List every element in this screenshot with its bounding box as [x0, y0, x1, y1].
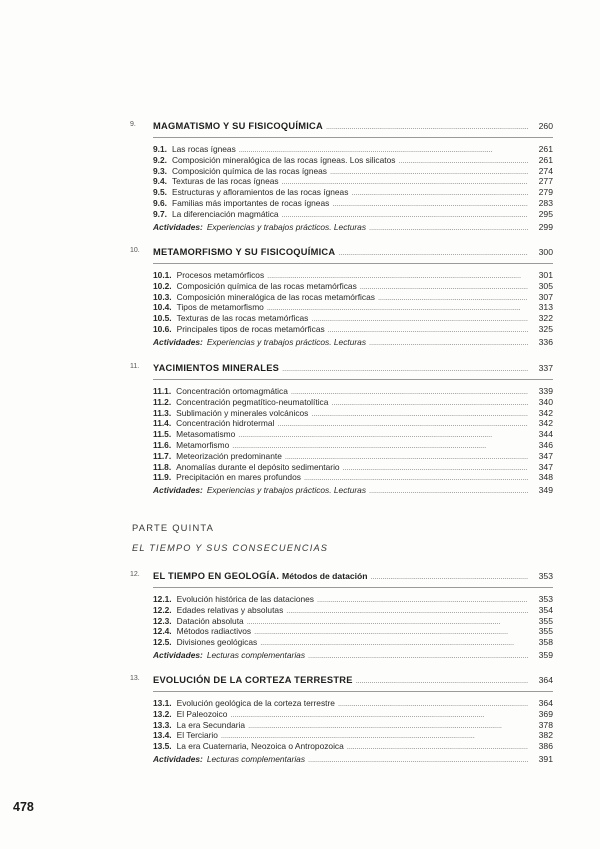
section-page: 313 — [538, 302, 553, 313]
leader-dots — [247, 617, 528, 626]
leader-dots — [248, 721, 528, 730]
section-number: 10.2. — [153, 280, 172, 291]
section-entry — [153, 408, 553, 419]
page-number: 478 — [13, 800, 34, 814]
section-number: 10.6. — [153, 323, 172, 334]
section-entry — [153, 270, 553, 281]
chapter-rule — [153, 137, 553, 138]
chapter-page: 353 — [538, 571, 553, 581]
chapter-11 — [130, 363, 553, 496]
section-page: 283 — [538, 197, 553, 208]
section-title: Anomalías durante el depósito sedimentario — [176, 461, 340, 472]
activities-text: Lecturas complementarias — [206, 649, 306, 660]
leader-dots — [369, 223, 528, 232]
section-entry — [153, 324, 553, 335]
leader-dots — [308, 651, 528, 660]
section-page: 339 — [538, 386, 553, 396]
chapter-page: 364 — [538, 675, 553, 685]
section-number: 10.4. — [153, 302, 172, 313]
leader-dots — [267, 271, 528, 280]
activities-entry — [153, 222, 553, 233]
section-number: 11.3. — [153, 407, 172, 418]
section-number: 9.2. — [153, 154, 167, 165]
leader-dots — [277, 419, 528, 428]
leader-dots — [338, 699, 528, 708]
section-page: 325 — [538, 323, 553, 334]
section-title: Las rocas ígneas — [171, 144, 236, 154]
section-number: 12.1. — [153, 594, 172, 604]
section-entry — [153, 637, 553, 648]
section-entry — [153, 187, 553, 198]
section-title: Metamorfismo — [176, 439, 230, 450]
leader-dots — [260, 638, 528, 647]
section-entry — [153, 209, 553, 220]
section-number: 12.2. — [153, 604, 172, 615]
section-number: 11.5. — [153, 429, 172, 440]
section-page: 305 — [538, 280, 553, 291]
section-entry — [153, 451, 553, 462]
leader-dots — [369, 338, 528, 347]
activities-text: Experiencias y trabajos prácticos. Lecturas — [206, 221, 367, 232]
chapter-heading — [130, 571, 553, 585]
section-title: La era Secundaria — [176, 719, 246, 730]
section-page: 277 — [538, 176, 553, 187]
leader-dots — [286, 606, 528, 615]
leader-dots — [282, 364, 528, 373]
section-title: Composición química de las rocas metamórficas — [176, 280, 357, 291]
leader-dots — [332, 199, 528, 208]
leader-dots — [232, 441, 528, 450]
section-entry — [153, 720, 553, 731]
part-label: PARTE QUINTA — [132, 522, 215, 533]
section-title: Tipos de metamorfismo — [176, 302, 264, 313]
section-title: Principales tipos de rocas metamórficas — [176, 323, 325, 334]
section-page: 295 — [538, 208, 553, 219]
section-entry — [153, 594, 553, 605]
section-entry — [153, 472, 553, 483]
section-title: Estructuras y afloramientos de las rocas ígneas — [171, 187, 349, 198]
activities-page: 349 — [538, 485, 553, 496]
leader-dots — [378, 293, 528, 302]
chapter-rule — [153, 263, 553, 264]
chapter-title: EL TIEMPO EN GEOLOGÍA. Métodos de datación — [153, 571, 368, 581]
section-page: 347 — [538, 450, 553, 461]
section-title: Sublimación y minerales volcánicos — [176, 407, 309, 418]
section-title: Composición química de las rocas ígneas — [171, 165, 327, 176]
chapter-10 — [130, 247, 553, 348]
section-number: 9.3. — [153, 165, 167, 176]
section-entry — [153, 605, 553, 616]
chapter-rule — [153, 379, 553, 380]
section-number: 11.7. — [153, 450, 172, 461]
section-entry — [153, 176, 553, 187]
section-number: 11.2. — [153, 396, 172, 407]
section-number: 9.5. — [153, 187, 167, 198]
section-list — [133, 144, 553, 232]
leader-dots — [311, 314, 528, 323]
section-number: 9.4. — [153, 176, 167, 187]
chapter-page: 337 — [538, 363, 553, 373]
leader-dots — [331, 398, 528, 407]
leader-dots — [330, 167, 528, 176]
section-page: 307 — [538, 291, 553, 302]
section-page: 279 — [538, 187, 553, 198]
section-title: Edades relativas y absolutas — [176, 604, 284, 615]
leader-dots — [338, 248, 528, 257]
activities-entry — [153, 337, 553, 348]
section-number: 9.1. — [153, 144, 167, 154]
section-list — [133, 594, 553, 661]
section-page: 347 — [538, 461, 553, 472]
chapter-rule — [153, 691, 553, 692]
activities-entry — [153, 485, 553, 496]
leader-dots — [282, 177, 528, 186]
section-page: 342 — [538, 407, 553, 418]
chapter-title: METAMORFISMO Y SU FISICOQUÍMICA — [153, 247, 336, 257]
section-number: 10.1. — [153, 270, 172, 280]
leader-dots — [328, 325, 528, 334]
leader-dots — [254, 627, 528, 636]
section-number: 9.7. — [153, 208, 167, 219]
section-page: 358 — [538, 637, 553, 648]
section-page: 364 — [538, 698, 553, 708]
leader-dots — [317, 595, 528, 604]
leader-dots — [311, 409, 528, 418]
chapter-9 — [130, 121, 553, 232]
activities-label: Actividades: — [153, 485, 203, 496]
section-title: Evolución geológica de la corteza terrestre — [176, 698, 335, 708]
chapter-page: 300 — [538, 247, 553, 257]
section-entry — [153, 155, 553, 166]
section-page: 340 — [538, 396, 553, 407]
section-page: 378 — [538, 719, 553, 730]
section-entry — [153, 313, 553, 324]
section-page: 342 — [538, 418, 553, 429]
section-page: 355 — [538, 615, 553, 626]
section-page: 346 — [538, 439, 553, 450]
section-entry — [153, 281, 553, 292]
leader-dots — [304, 473, 528, 482]
section-page: 355 — [538, 626, 553, 637]
chapter-number: 9. — [130, 121, 136, 128]
section-number: 11.4. — [153, 418, 172, 429]
chapter-number: 12. — [130, 571, 140, 578]
section-list — [133, 698, 553, 765]
leader-dots — [230, 710, 528, 719]
activities-text: Experiencias y trabajos prácticos. Lecturas — [206, 336, 367, 347]
leader-dots — [238, 430, 528, 439]
section-page: 261 — [538, 154, 553, 165]
chapter-page: 260 — [538, 121, 553, 131]
section-page: 382 — [538, 730, 553, 741]
section-entry — [153, 440, 553, 451]
leader-dots — [371, 572, 528, 581]
section-number: 12.5. — [153, 637, 172, 648]
chapter-12 — [130, 571, 553, 661]
section-entry — [153, 292, 553, 303]
section-title: El Terciario — [176, 730, 218, 741]
section-number: 10.3. — [153, 291, 172, 302]
section-number: 9.6. — [153, 197, 167, 208]
leader-dots — [351, 188, 528, 197]
activities-label: Actividades: — [153, 649, 203, 660]
activities-text: Lecturas complementarias — [206, 753, 306, 764]
section-number: 13.5. — [153, 741, 172, 752]
section-title: Concentración ortomagmática — [176, 386, 288, 396]
section-title: Métodos radiactivos — [176, 626, 252, 637]
section-entry — [153, 144, 553, 155]
section-entry — [153, 429, 553, 440]
section-title: Composición mineralógica de las rocas metamórficas — [176, 291, 375, 302]
section-title: Texturas de las rocas metamórficas — [176, 313, 309, 324]
section-page: 322 — [538, 313, 553, 324]
section-number: 12.3. — [153, 615, 172, 626]
chapter-number: 13. — [130, 675, 140, 682]
chapter-title: YACIMIENTOS MINERALES — [153, 363, 280, 373]
leader-dots — [239, 145, 528, 154]
leader-dots — [343, 463, 528, 472]
section-entry — [153, 741, 553, 752]
section-page: 344 — [538, 429, 553, 440]
section-title: El Paleozoico — [176, 708, 228, 719]
section-number: 13.1. — [153, 698, 172, 708]
section-title: Divisiones geológicas — [176, 637, 258, 648]
section-title: La diferenciación magmática — [171, 208, 279, 219]
section-page: 386 — [538, 741, 553, 752]
section-entry — [153, 462, 553, 473]
section-page: 369 — [538, 708, 553, 719]
section-number: 11.8. — [153, 461, 172, 472]
activities-entry — [153, 650, 553, 661]
leader-dots — [326, 122, 528, 131]
leader-dots — [308, 755, 528, 764]
chapter-title: MAGMATISMO Y SU FISICOQUÍMICA — [153, 121, 323, 131]
chapter-number: 11. — [130, 363, 140, 370]
activities-label: Actividades: — [153, 221, 203, 232]
leader-dots — [221, 731, 528, 740]
section-title: Texturas de las rocas ígneas — [171, 176, 279, 187]
chapter-rule — [153, 587, 553, 588]
section-entry — [153, 418, 553, 429]
section-title: Datación absoluta — [176, 615, 244, 626]
activities-text: Experiencias y trabajos prácticos. Lecturas — [206, 485, 367, 496]
chapter-13 — [130, 675, 553, 765]
section-list — [133, 386, 553, 496]
section-number: 10.5. — [153, 313, 172, 324]
leader-dots — [291, 387, 528, 396]
chapter-number: 10. — [130, 247, 140, 254]
leader-dots — [360, 282, 528, 291]
leader-dots — [347, 742, 528, 751]
section-entry — [153, 302, 553, 313]
chapter-heading — [130, 363, 553, 377]
section-title: Concentración hidrotermal — [176, 418, 275, 429]
section-number: 13.2. — [153, 708, 172, 719]
leader-dots — [398, 156, 528, 165]
section-entry — [153, 397, 553, 408]
section-title: Familias más importantes de rocas ígneas — [171, 197, 330, 208]
section-list — [133, 270, 553, 348]
activities-page: 391 — [538, 753, 553, 764]
section-title: Composición mineralógica de las rocas ígneas. Los silicatos — [171, 154, 396, 165]
section-title: Evolución histórica de las dataciones — [176, 594, 314, 604]
section-entry — [153, 198, 553, 209]
chapter-heading — [130, 675, 553, 689]
section-page: 354 — [538, 604, 553, 615]
activities-label: Actividades: — [153, 336, 203, 347]
section-number: 13.3. — [153, 719, 172, 730]
activities-page: 299 — [538, 221, 553, 232]
part-title: EL TIEMPO Y SUS CONSECUENCIAS — [132, 543, 329, 553]
section-entry — [153, 616, 553, 627]
section-page: 261 — [538, 144, 553, 154]
activities-page: 336 — [538, 336, 553, 347]
section-entry — [153, 386, 553, 397]
activities-label: Actividades: — [153, 753, 203, 764]
section-number: 11.6. — [153, 439, 172, 450]
section-entry — [153, 166, 553, 177]
section-entry — [153, 709, 553, 720]
section-page: 348 — [538, 472, 553, 483]
section-entry — [153, 730, 553, 741]
section-title: Meteorización predominante — [176, 450, 282, 461]
section-title: Concentración pegmatítico-neumatolítica — [176, 396, 329, 407]
section-page: 301 — [538, 270, 553, 280]
leader-dots — [282, 210, 528, 219]
section-entry — [153, 626, 553, 637]
leader-dots — [285, 452, 528, 461]
section-number: 12.4. — [153, 626, 172, 637]
section-page: 353 — [538, 594, 553, 604]
section-entry — [153, 698, 553, 709]
leader-dots — [267, 303, 528, 312]
leader-dots — [369, 486, 528, 495]
section-number: 11.9. — [153, 472, 172, 483]
section-title: La era Cuaternaria, Neozoica o Antropozoica — [176, 741, 344, 752]
activities-page: 359 — [538, 649, 553, 660]
section-title: Metasomatismo — [176, 429, 236, 440]
chapter-title: EVOLUCIÓN DE LA CORTEZA TERRESTRE — [153, 675, 353, 685]
section-title: Precipitación en mares profundos — [176, 472, 301, 483]
section-number: 11.1. — [153, 386, 172, 396]
section-number: 13.4. — [153, 730, 172, 741]
chapter-heading — [130, 247, 553, 261]
chapter-subtitle: Métodos de datación — [282, 571, 368, 581]
chapter-heading — [130, 121, 553, 135]
section-page: 274 — [538, 165, 553, 176]
leader-dots — [356, 676, 528, 685]
activities-entry — [153, 754, 553, 765]
section-title: Procesos metamórficos — [176, 270, 265, 280]
